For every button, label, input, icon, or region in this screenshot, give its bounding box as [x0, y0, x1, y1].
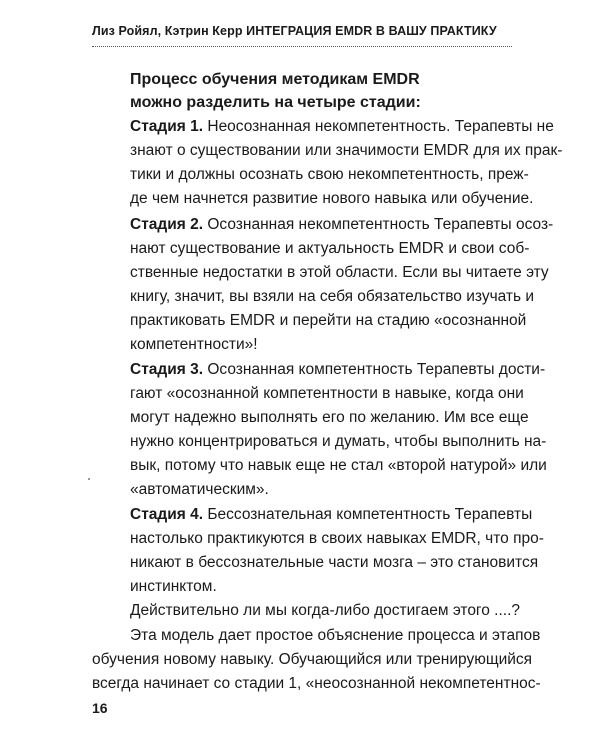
intro-line-2: можно разделить на четыре стадии: [130, 94, 421, 111]
stage-4-label: Стадия 4. [130, 506, 204, 523]
stage-4-line-4: инстинктом. [130, 578, 217, 595]
stage-2-line-4: книгу, значит, вы взяли на себя обязательство изучать и [130, 288, 535, 305]
closing-paragraph [92, 624, 541, 696]
header-authors: Лиз Ройял, Кэтрин Керр [92, 24, 243, 38]
stage-4-paragraph [130, 503, 544, 623]
intro-line-1: Процесс обучения методикам EMDR [130, 71, 420, 88]
section-intro-heading [130, 68, 500, 114]
stage-3-label: Стадия 3. [130, 361, 204, 378]
stage-3-line-5: вык, потому что навык еще не стал «второй натурой» или [130, 457, 547, 474]
stage-1-line-1: Стадия 1. Неосознанная некомпетентность. Терапевты не [130, 118, 554, 135]
stage-2-line-3: ственные недостатки в этой области. Если вы читаете эту [130, 264, 549, 281]
stage-4-line-2: настолько практикуются в своих навыках EMDR, что про- [130, 530, 544, 547]
stage-4-line-3: никают в бессознательные части мозга – это становится [130, 554, 539, 571]
closing-line-1: Эта модель дает простое объяснение процесса и этапов [130, 627, 541, 644]
stage-3-line-2: гают «осознанной компетентности в навыке, когда они [130, 385, 524, 402]
stage-3-line-6: «автоматическим». [130, 481, 269, 498]
stage-2-line-1: Стадия 2. Осознанная некомпетентность Терапевты осоз- [130, 216, 554, 233]
stage-3-line-3: могут надежно выполнять его по желанию. Им все еще [130, 409, 529, 426]
stage-1-line-2: знают о существовании или значимости EMDR для их прак- [130, 142, 563, 159]
stage-1-label: Стадия 1. [130, 118, 204, 135]
stage-3-line-1: Стадия 3. Осознанная компетентность Терапевты дости- [130, 361, 546, 378]
stage-3-paragraph [130, 358, 547, 502]
stage-2-line-2: нают существование и актуальность EMDR и свои соб- [130, 240, 530, 257]
stage-1-line-3: тики и должны осознать свою некомпетентность, преж- [130, 166, 529, 183]
stage-1-paragraph [130, 115, 563, 211]
page-number: 16 [92, 700, 108, 716]
running-header [92, 24, 512, 38]
closing-line-2: обучения новому навыку. Обучающийся или тренирующийся [92, 651, 533, 668]
stage-2-line-5: практиковать EMDR и перейти на стадию «осознанной [130, 312, 527, 329]
stage-4-line-5: Действительно ли мы когда-либо достигаем этого ....? [130, 602, 521, 619]
stage-2-line-6: компетентности»! [130, 336, 258, 353]
closing-line-3: всегда начинает со стадии 1, «неосознанной некомпетентнос- [92, 675, 541, 692]
print-speck [88, 478, 90, 480]
stage-3-line-4: нужно концентрироваться и думать, чтобы выполнить на- [130, 433, 547, 450]
stage-2-paragraph [130, 213, 554, 357]
header-dotted-rule [92, 46, 512, 47]
stage-2-label: Стадия 2. [130, 216, 204, 233]
stage-1-line-4: де чем начнется развитие нового навыка или обучение. [130, 190, 534, 207]
header-book-title: ИНТЕГРАЦИЯ EMDR В ВАШУ ПРАКТИКУ [246, 24, 497, 38]
stage-4-line-1: Стадия 4. Бессознательная компетентность Терапевты [130, 506, 533, 523]
